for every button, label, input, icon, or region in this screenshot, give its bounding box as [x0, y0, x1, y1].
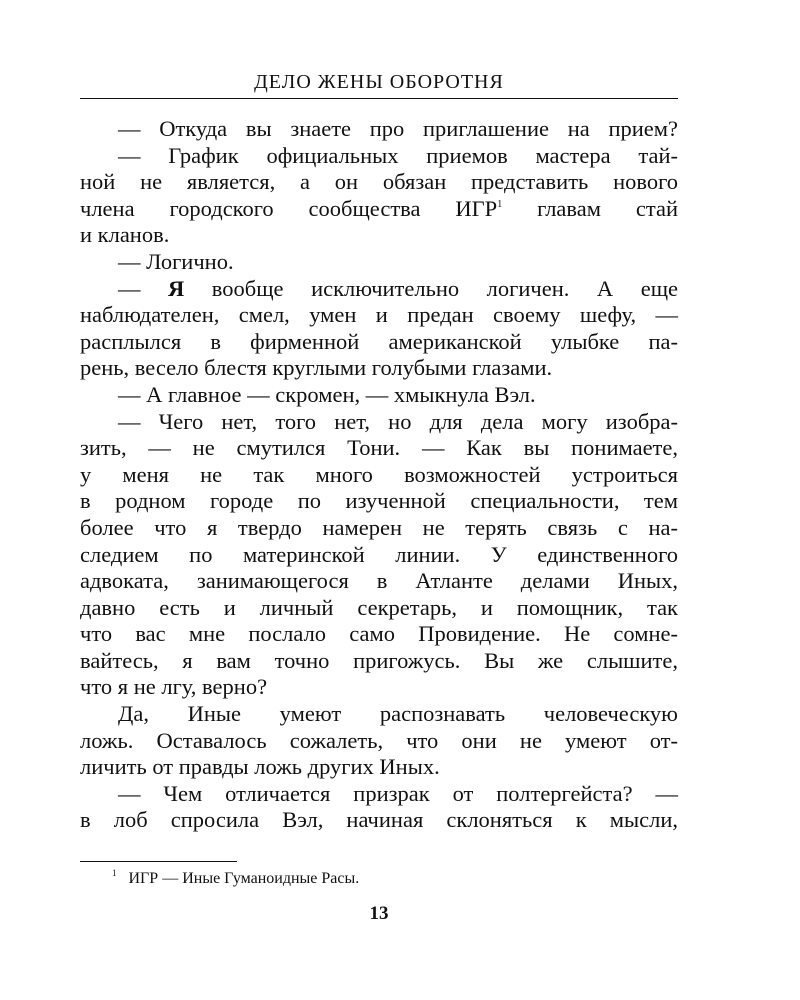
text-line: Да, Иные умеют распознавать человеческую	[118, 701, 678, 727]
text-line: ной не является, а он обязан представить нового	[80, 169, 678, 195]
footnote-reference: 1	[497, 198, 503, 210]
text-line: следием по материнской линии. У единственного	[80, 541, 678, 567]
text-line: зить, — не смутился Тони. — Как вы понимаете,	[80, 435, 678, 461]
text-line: личить от правды ложь других Иных.	[80, 754, 440, 780]
text-line: в лоб спросила Вэл, начиная склоняться к мысли,	[80, 807, 678, 833]
text-line-end: главам стай	[502, 195, 678, 221]
text-line: более что я твердо намерен не терять связь с на-	[80, 514, 678, 540]
text-line: наблюдателен, смел, умен и предан своему шефу, —	[80, 302, 678, 328]
text-line: давно есть и личный секретарь, и помощник, так	[80, 594, 678, 620]
text-line: расплылся в фирменной американской улыбке па-	[80, 328, 678, 354]
text-line: адвоката, занимающегося в Атланте делами Иных,	[80, 568, 678, 594]
text-line: вайтесь, я вам точно пригожусь. Вы же слышите,	[80, 647, 678, 673]
running-head: ДЕЛО ЖЕНЫ ОБОРОТНЯ	[254, 71, 504, 93]
text-line: что вас мне послало само Провидение. Не сомне-	[80, 621, 678, 647]
text-line: — Откуда вы знаете про приглашение на прием?	[118, 116, 678, 141]
text-line: что я не лгу, верно?	[80, 674, 268, 700]
emphasized-word: Я	[168, 275, 185, 301]
text-line: — График официальных приемов мастера тай-	[118, 142, 678, 168]
body-text	[80, 116, 678, 834]
page-number: 13	[369, 903, 389, 924]
text-line: — Логично.	[118, 248, 234, 274]
footnote-marker: 1	[112, 868, 117, 878]
text-line: в родном городе по изученной специальности, тем	[80, 488, 678, 514]
text-line: — А главное — скромен, — хмыкнула Вэл.	[118, 381, 536, 407]
footnote-text: ИГР — Иные Гуманоидные Расы.	[128, 870, 360, 887]
text-line-start: члена городского сообщества ИГР	[80, 195, 498, 221]
text-line: и кланов.	[80, 222, 170, 248]
text-line: у меня не так много возможностей устроиться	[80, 461, 678, 487]
text-line-with-footnote-ref	[80, 196, 678, 223]
text-line: рень, весело блестя круглыми голубыми глазами.	[80, 355, 553, 381]
footnote-rule	[80, 861, 237, 862]
text-line: — Я вообще исключительно логичен. А еще	[118, 275, 679, 301]
header-rule	[80, 98, 678, 99]
text-line: ложь. Оставалось сожалеть, что они не умеют от-	[80, 727, 678, 753]
footnote	[112, 869, 359, 889]
text-line: — Чем отличается призрак от полтергейста? —	[118, 780, 678, 806]
text-line: — Чего нет, того нет, но для дела могу изобра-	[118, 408, 678, 434]
